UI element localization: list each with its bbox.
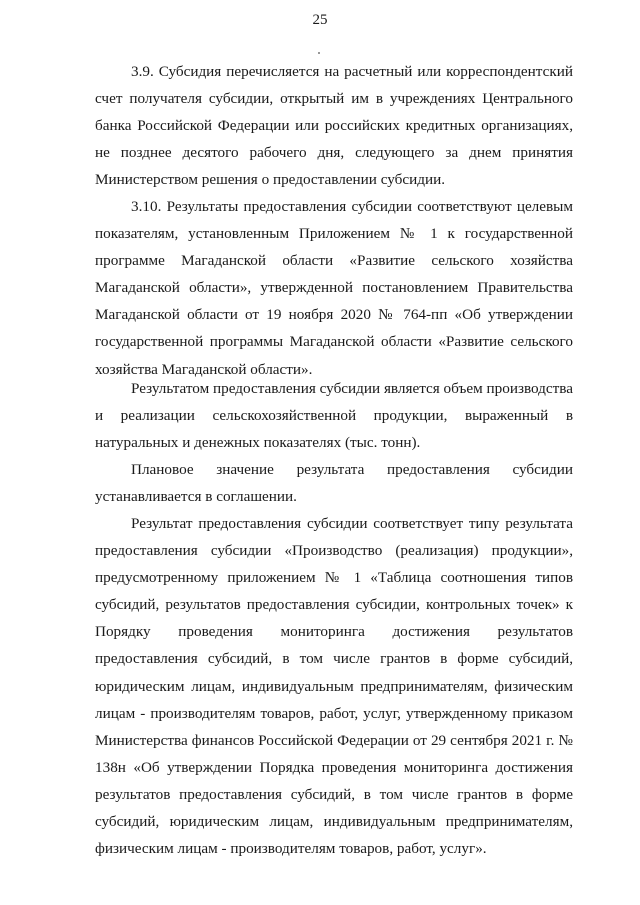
paragraph-result-type: Результат предоставления субсидии соответствует типу результата предоставления субсидии «Производство (реализация) продукции», предусмотренному приложением № 1 «Таблица соотношения типов субсидий, результатов предоставления субсидии, контрольных точек» к Порядку проведения мониторинга достижения результатов предоставления субсидий, в том числе грантов в форме субсидий, юридическим лицам, индивидуальным предпринимателям, физическим лицам - производителям товаров, работ, услуг, утвержденному приказом Министерства финансов Российской Федерации от 29 сентября 2021 г. № 138н «Об утверждении Порядка проведения мониторинга достижения результатов предоставления субсидий, в том числе грантов в форме субсидий, юридическим лицам, индивидуальным предпринимателям, физическим лицам - производителям товаров, работ, услуг». xyxy=(95,515,573,858)
paragraph-result-volume: Результатом предоставления субсидии является объем производства и реализации сельскохозяйственной продукции, выраженный в натуральных и денежных показателях (тыс. тонн). xyxy=(95,380,573,452)
scan-dot xyxy=(318,52,320,54)
paragraph-planned-value: Плановое значение результата предоставления субсидии устанавливается в соглашении. xyxy=(95,461,573,506)
page-number: 25 xyxy=(312,12,328,28)
paragraph-3-10: 3.10. Результаты предоставления субсидии соответствуют целевым показателям, установленным Приложением № 1 к государственной программе Магаданской области «Развитие сельского хозяйства Магаданской области», утвержденной постановлением Правительства Магаданской области от 19 ноября 2020 № 764-пп «Об утверждении государственной программы Магаданской области «Развитие сельского хозяйства Магаданской области». xyxy=(95,198,573,378)
paragraph-3-9: 3.9. Субсидия перечисляется на расчетный или корреспондентский счет получателя субсидии, открытый им в учреждениях Центрального банка Российской Федерации или российских кредитных организациях, не позднее десятого рабочего дня, следующего за днем принятия Министерством решения о предоставлении субсидии. xyxy=(95,63,573,189)
